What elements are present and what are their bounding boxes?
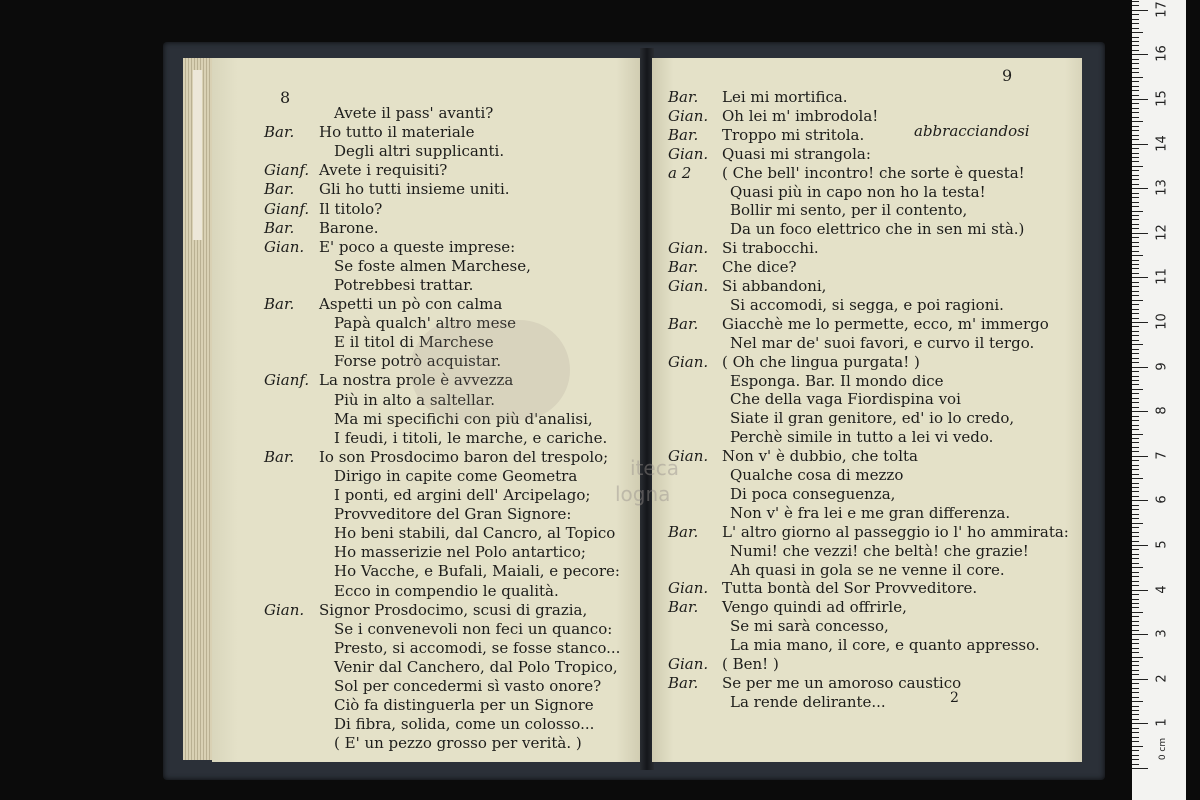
- text-line: E il titol di Marchese: [334, 333, 494, 352]
- ruler-tick: [1132, 318, 1139, 319]
- speaker-label: Gianf.: [264, 199, 310, 218]
- ruler-tick: [1132, 469, 1139, 470]
- ruler-tick: [1132, 643, 1139, 644]
- speaker-label: Gian.: [668, 655, 709, 673]
- ruler-tick: [1132, 170, 1139, 171]
- text-line: La rende delirante...: [730, 692, 886, 711]
- ruler-tick: [1132, 95, 1139, 96]
- ruler-number: 2: [1154, 674, 1170, 683]
- ruler-tick: [1132, 398, 1139, 399]
- ruler-tick: [1132, 313, 1139, 314]
- ruler-tick: [1132, 585, 1139, 586]
- ruler-tick: [1132, 710, 1139, 711]
- text-line: Lei mi mortifica.: [722, 88, 848, 106]
- text-line: Ciò fa distinguerla per un Signore: [334, 696, 594, 715]
- ruler-tick: [1132, 420, 1139, 421]
- text-line: Nel mar de' suoi favori, e curvo il tergo.: [730, 333, 1035, 352]
- ruler-tick: [1132, 103, 1139, 104]
- ruler-tick: [1132, 23, 1139, 24]
- ruler-tick: [1132, 211, 1143, 212]
- text-line: Io son Prosdocimo baron del trespolo;: [319, 447, 609, 466]
- ruler-tick: [1132, 193, 1139, 194]
- speaker-label: Bar.: [668, 673, 699, 692]
- paper-tab: [193, 70, 202, 240]
- ruler-tick: [1132, 416, 1139, 417]
- ruler-number: 8: [1154, 406, 1170, 415]
- speaker-label: Bar.: [264, 295, 295, 313]
- ruler-tick: [1132, 487, 1139, 488]
- text-line: Esponga. Bar. Il mondo dice: [730, 371, 944, 390]
- text-line: Si trabocchi.: [722, 239, 819, 258]
- text-line: ( Oh che lingua purgata! ): [722, 352, 920, 371]
- ruler-tick: [1132, 491, 1139, 492]
- page-number: 8: [280, 88, 291, 107]
- watermark-text-2: logna: [615, 482, 671, 506]
- text-line: Che della vaga Fiordispina voi: [730, 390, 961, 409]
- ruler-tick: [1132, 5, 1139, 6]
- ruler-tick: [1132, 478, 1143, 479]
- ruler-tick: [1132, 625, 1139, 626]
- text-line: Si abbandoni,: [722, 277, 827, 295]
- ruler-tick: [1132, 72, 1139, 73]
- ruler-tick: [1132, 402, 1139, 403]
- ruler-tick: [1132, 251, 1139, 252]
- text-line: Papà qualch' altro mese: [334, 314, 517, 333]
- ruler-tick: [1132, 607, 1139, 608]
- ruler-tick: [1132, 215, 1139, 216]
- ruler-tick: [1132, 353, 1139, 354]
- text-line: Tutta bontà del Sor Provveditore.: [722, 579, 978, 598]
- text-line: Ho masserizie nel Polo antartico;: [334, 543, 586, 562]
- ruler-tick: [1132, 460, 1139, 461]
- text-line: Si accomodi, si segga, e poi ragioni.: [730, 295, 1004, 314]
- ruler-number: 11: [1154, 268, 1170, 286]
- ruler-tick: [1132, 581, 1139, 582]
- ruler-tick: [1132, 380, 1139, 381]
- ruler-tick: [1132, 429, 1139, 430]
- speaker-label: Gian.: [668, 106, 709, 125]
- speaker-label: Gian.: [668, 239, 709, 258]
- ruler-number: 13: [1154, 179, 1170, 196]
- ruler-tick: [1132, 621, 1139, 622]
- ruler-tick: [1132, 741, 1139, 742]
- ruler-tick: [1132, 63, 1139, 64]
- ruler-tick: [1132, 456, 1148, 457]
- ruler-tick: [1132, 447, 1139, 448]
- ruler-tick: [1132, 576, 1139, 577]
- ruler-tick: [1132, 108, 1139, 109]
- ruler-tick: [1132, 657, 1143, 658]
- text-line: Presto, si accomodi, se fosse stanco...: [334, 638, 621, 657]
- ruler-tick: [1132, 41, 1139, 42]
- ruler-tick: [1132, 54, 1148, 55]
- text-line: Quasi più in capo non ho la testa!: [730, 182, 986, 201]
- ruler-tick: [1132, 737, 1139, 738]
- ruler-tick: [1132, 268, 1139, 269]
- ruler-tick: [1132, 768, 1148, 769]
- speaker-label: Gian.: [668, 277, 709, 295]
- ruler-tick: [1132, 545, 1148, 546]
- ruler-tick: [1132, 536, 1139, 537]
- ruler-tick: [1132, 505, 1139, 506]
- left-page: [212, 58, 642, 762]
- text-line: Avete i requisiti?: [319, 161, 448, 180]
- text-line: Barone.: [319, 218, 379, 237]
- ruler-tick: [1132, 344, 1143, 345]
- ruler-tick: [1132, 77, 1143, 78]
- ruler-tick: [1132, 558, 1139, 559]
- ruler-tick: [1132, 594, 1139, 595]
- ruler-tick: [1132, 389, 1143, 390]
- ruler-tick: [1132, 384, 1139, 385]
- ruler-tick: [1132, 260, 1139, 261]
- text-line: Venir dal Canchero, dal Polo Tropico,: [334, 657, 618, 676]
- ruler-tick: [1132, 679, 1148, 680]
- ruler-tick: [1132, 630, 1139, 631]
- ruler-tick: [1132, 697, 1139, 698]
- text-line: Signor Prosdocimo, scusi di grazia,: [319, 600, 588, 619]
- ruler-tick: [1132, 411, 1148, 412]
- ruler-tick: [1132, 634, 1148, 635]
- ruler-tick: [1132, 362, 1139, 363]
- text-line: Se per me un amoroso caustico: [722, 673, 962, 692]
- text-line: Ho Vacche, e Bufali, Maiali, e pecore:: [334, 562, 620, 581]
- ruler-tick: [1132, 14, 1139, 15]
- ruler-tick: [1132, 652, 1139, 653]
- signature-mark: 2: [950, 690, 959, 706]
- ruler-tick: [1132, 135, 1139, 136]
- ruler-tick: [1132, 358, 1139, 359]
- text-line: Ma mi specifichi con più d'analisi,: [334, 409, 593, 428]
- ruler-tick: [1132, 518, 1139, 519]
- ruler-tick: [1132, 648, 1139, 649]
- ruler-tick: [1132, 563, 1139, 564]
- ruler-tick: [1132, 496, 1139, 497]
- ruler-tick: [1132, 175, 1139, 176]
- text-line: Ah quasi in gola se ne venne il core.: [730, 560, 1005, 579]
- ruler-tick: [1132, 442, 1139, 443]
- text-line: Sol per concedermi sì vasto onore?: [334, 677, 602, 695]
- ruler-tick: [1132, 237, 1139, 238]
- ruler-tick: [1132, 541, 1139, 542]
- text-line: Ho tutto il materiale: [319, 123, 475, 142]
- speaker-label: Bar.: [668, 522, 699, 541]
- ruler-tick: [1132, 273, 1139, 274]
- ruler-tick: [1132, 434, 1143, 435]
- text-line: Bollir mi sento, per il contento,: [730, 201, 968, 220]
- ruler-number: 1: [1154, 718, 1170, 728]
- ruler-tick: [1132, 161, 1139, 162]
- watermark-logo: [410, 320, 570, 420]
- text-line: Se foste almen Marchese,: [334, 256, 531, 275]
- ruler-tick: [1132, 451, 1139, 452]
- speaker-label: Gian.: [264, 600, 305, 619]
- speaker-label: Gianf.: [264, 161, 310, 180]
- text-line: Giacchè me lo permette, ecco, m' immergo: [722, 314, 1049, 333]
- text-line: La mia mano, il core, e quanto appresso.: [730, 636, 1040, 655]
- ruler-tick: [1132, 764, 1139, 765]
- ruler-tick: [1132, 295, 1139, 296]
- ruler-tick: [1132, 219, 1139, 220]
- text-line: Se i convenevoli non feci un quanco:: [334, 619, 613, 638]
- text-line: Dirigo in capite come Geometra: [334, 466, 578, 485]
- ruler-tick: [1132, 532, 1139, 533]
- watermark-text-1: iteca: [630, 456, 679, 480]
- ruler-tick: [1132, 322, 1148, 323]
- ruler-tick: [1132, 599, 1139, 600]
- right-page: [652, 58, 1082, 762]
- text-line: Forse potrò acquistar.: [334, 352, 502, 371]
- ruler-number: 12: [1154, 224, 1170, 241]
- speaker-label: Gian.: [668, 352, 709, 371]
- ruler-tick: [1132, 184, 1139, 185]
- text-line: Di fibra, solida, come un colosso...: [334, 715, 595, 734]
- ruler-tick: [1132, 500, 1148, 501]
- ruler-tick: [1132, 425, 1139, 426]
- ruler-tick: [1132, 639, 1139, 640]
- ruler-tick: [1132, 144, 1148, 145]
- text-line: Da un foco elettrico che in sen mi stà.): [730, 220, 1025, 239]
- text-line: Più in alto a saltellar.: [334, 390, 495, 409]
- ruler-tick: [1132, 28, 1139, 29]
- ruler-tick: [1132, 340, 1139, 341]
- text-line: L' altro giorno al passeggio io l' ho ammirata:: [722, 522, 1069, 541]
- ruler-tick: [1132, 590, 1148, 591]
- ruler-number: 6: [1154, 495, 1170, 505]
- speaker-label: Bar.: [668, 598, 699, 617]
- ruler-tick: [1132, 509, 1139, 510]
- ruler-tick: [1132, 179, 1139, 180]
- stage-direction: abbracciandosi: [914, 122, 1030, 140]
- ruler-tick: [1132, 326, 1139, 327]
- ruler-number: 5: [1154, 540, 1170, 549]
- ruler-tick: [1132, 282, 1139, 283]
- ruler-number: 10: [1154, 313, 1170, 330]
- ruler-tick: [1132, 349, 1139, 350]
- ruler-number: 3: [1154, 629, 1170, 638]
- ruler-tick: [1132, 37, 1139, 38]
- speaker-label: Bar.: [264, 218, 295, 237]
- ruler-tick: [1132, 148, 1139, 149]
- text-line: Vengo quindi ad offrirle,: [722, 598, 907, 617]
- ruler-tick: [1132, 286, 1139, 287]
- ruler-tick: [1132, 719, 1139, 720]
- text-line: Avete il pass' avanti?: [334, 104, 494, 122]
- ruler-tick: [1132, 291, 1139, 292]
- text-line: I feudi, i titoli, le marche, e cariche.: [334, 428, 608, 447]
- speaker-label: Gianf.: [264, 371, 310, 390]
- ruler-tick: [1132, 233, 1148, 234]
- speaker-label: Bar.: [668, 258, 699, 277]
- ruler-number: 15: [1154, 90, 1170, 107]
- speaker-label: Bar.: [264, 180, 295, 199]
- speaker-label: Gian.: [668, 144, 709, 163]
- ruler-tick: [1132, 714, 1139, 715]
- ruler-number: 17: [1154, 1, 1170, 18]
- ruler-tick: [1132, 197, 1139, 198]
- ruler-tick: [1132, 139, 1139, 140]
- text-line: Quasi mi strangola:: [722, 144, 871, 163]
- ruler-tick: [1132, 331, 1139, 332]
- ruler-tick: [1132, 701, 1143, 702]
- ruler-tick: [1132, 50, 1139, 51]
- ruler-tick: [1132, 567, 1143, 568]
- ruler-tick: [1132, 670, 1139, 671]
- ruler-tick: [1132, 376, 1139, 377]
- ruler-tick: [1132, 483, 1139, 484]
- ruler-tick: [1132, 603, 1139, 604]
- speaker-label: Bar.: [668, 125, 699, 144]
- ruler-tick: [1132, 723, 1148, 724]
- text-line: Se mi sarà concesso,: [730, 617, 889, 636]
- ruler-tick: [1132, 99, 1148, 100]
- text-line: Il titolo?: [319, 199, 383, 218]
- text-line: Potrebbesi trattar.: [334, 275, 474, 294]
- ruler-tick: [1132, 755, 1139, 756]
- ruler-tick: [1132, 188, 1148, 189]
- page-number: 9: [1002, 66, 1013, 85]
- text-line: Di poca conseguenza,: [730, 484, 896, 503]
- ruler-tick: [1132, 300, 1143, 301]
- text-line: Numi! che vezzi! che beltà! che grazie!: [730, 541, 1029, 560]
- text-line: I ponti, ed argini dell' Arcipelago;: [334, 486, 591, 504]
- ruler-tick: [1132, 474, 1139, 475]
- text-line: Perchè simile in tutto a lei vi vedo.: [730, 428, 994, 447]
- ruler-tick: [1132, 527, 1139, 528]
- ruler-unit: 0 cm: [1158, 737, 1169, 761]
- ruler-tick: [1132, 32, 1143, 33]
- ruler-tick: [1132, 126, 1139, 127]
- ruler-tick: [1132, 228, 1139, 229]
- ruler-tick: [1132, 112, 1139, 113]
- text-line: Oh lei m' imbrodola!: [722, 106, 879, 125]
- ruler-tick: [1132, 612, 1143, 613]
- ruler-tick: [1132, 206, 1139, 207]
- speaker-label: a 2: [668, 163, 692, 182]
- measurement-ruler: [1132, 0, 1186, 800]
- text-line: Degli altri supplicanti.: [334, 142, 505, 161]
- ruler-tick: [1132, 665, 1139, 666]
- ruler-tick: [1132, 117, 1139, 118]
- ruler-number: 14: [1154, 134, 1170, 152]
- ruler-tick: [1132, 90, 1139, 91]
- speaker-label: Gian.: [668, 447, 709, 466]
- ruler-tick: [1132, 554, 1139, 555]
- ruler-tick: [1132, 157, 1139, 158]
- speaker-label: Bar.: [668, 88, 699, 106]
- ruler-tick: [1132, 202, 1139, 203]
- text-line: La nostra prole è avvezza: [319, 371, 514, 390]
- ruler-tick: [1132, 523, 1143, 524]
- ruler-tick: [1132, 616, 1139, 617]
- text-line: ( Che bell' incontro! che sorte è questa!: [722, 163, 1025, 182]
- ruler-tick: [1132, 1, 1139, 2]
- text-line: E' poco a queste imprese:: [319, 237, 516, 256]
- text-line: Provveditore del Gran Signore:: [334, 505, 572, 524]
- ruler-tick: [1132, 121, 1143, 122]
- ruler-tick: [1132, 19, 1139, 20]
- ruler-tick: [1132, 759, 1139, 760]
- ruler-tick: [1132, 264, 1139, 265]
- speaker-label: Gian.: [668, 579, 709, 598]
- speaker-label: Bar.: [264, 123, 295, 142]
- text-line: Troppo mi stritola.: [722, 125, 865, 144]
- ruler-tick: [1132, 304, 1139, 305]
- ruler-tick: [1132, 572, 1139, 573]
- ruler-tick: [1132, 706, 1139, 707]
- ruler-tick: [1132, 86, 1139, 87]
- ruler-tick: [1132, 277, 1148, 278]
- ruler-tick: [1132, 68, 1139, 69]
- text-line: Che dice?: [722, 258, 797, 277]
- ruler-tick: [1132, 514, 1139, 515]
- text-line: Siate il gran genitore, ed' io lo credo,: [730, 409, 1015, 428]
- ruler-tick: [1132, 130, 1139, 131]
- ruler-number: 4: [1154, 584, 1170, 594]
- ruler-tick: [1132, 10, 1148, 11]
- ruler-tick: [1132, 692, 1139, 693]
- ruler-number: 7: [1154, 451, 1170, 460]
- text-line: Non v' è dubbio, che tolta: [722, 447, 918, 466]
- ruler-tick: [1132, 59, 1139, 60]
- ruler-tick: [1132, 750, 1139, 751]
- ruler-tick: [1132, 224, 1139, 225]
- speaker-label: Bar.: [668, 314, 699, 333]
- ruler-tick: [1132, 438, 1139, 439]
- ruler-tick: [1132, 688, 1139, 689]
- text-line: Aspetti un pò con calma: [319, 295, 503, 313]
- ruler-tick: [1132, 393, 1139, 394]
- ruler-tick: [1132, 746, 1143, 747]
- speaker-label: Gian.: [264, 237, 305, 256]
- text-line: Ho beni stabili, dal Cancro, al Topico: [334, 524, 616, 543]
- ruler-tick: [1132, 407, 1139, 408]
- ruler-tick: [1132, 166, 1143, 167]
- ruler-tick: [1132, 728, 1139, 729]
- ruler-tick: [1132, 335, 1139, 336]
- ruler-tick: [1132, 683, 1139, 684]
- ruler-tick: [1132, 732, 1139, 733]
- ruler-tick: [1132, 549, 1139, 550]
- text-line: Gli ho tutti insieme uniti.: [319, 180, 510, 199]
- text-line: ( E' un pezzo grosso per verità. ): [334, 734, 582, 753]
- text-line: ( Ben! ): [722, 655, 779, 673]
- ruler-tick: [1132, 81, 1139, 82]
- ruler-tick: [1132, 153, 1139, 154]
- ruler-tick: [1132, 661, 1139, 662]
- ruler-tick: [1132, 309, 1139, 310]
- ruler-number: 9: [1154, 361, 1170, 371]
- ruler-tick: [1132, 242, 1139, 243]
- ruler-tick: [1132, 465, 1139, 466]
- speaker-label: Bar.: [264, 447, 295, 466]
- text-line: Ecco in compendio le qualità.: [334, 581, 559, 600]
- ruler-tick: [1132, 255, 1143, 256]
- ruler-number: 16: [1154, 45, 1170, 63]
- ruler-tick: [1132, 246, 1139, 247]
- ruler-tick: [1132, 371, 1139, 372]
- ruler-tick: [1132, 45, 1139, 46]
- text-line: Qualche cosa di mezzo: [730, 466, 904, 484]
- ruler-tick: [1132, 367, 1148, 368]
- text-line: Non v' è fra lei e me gran differenza.: [730, 503, 1011, 522]
- ruler-tick: [1132, 674, 1139, 675]
